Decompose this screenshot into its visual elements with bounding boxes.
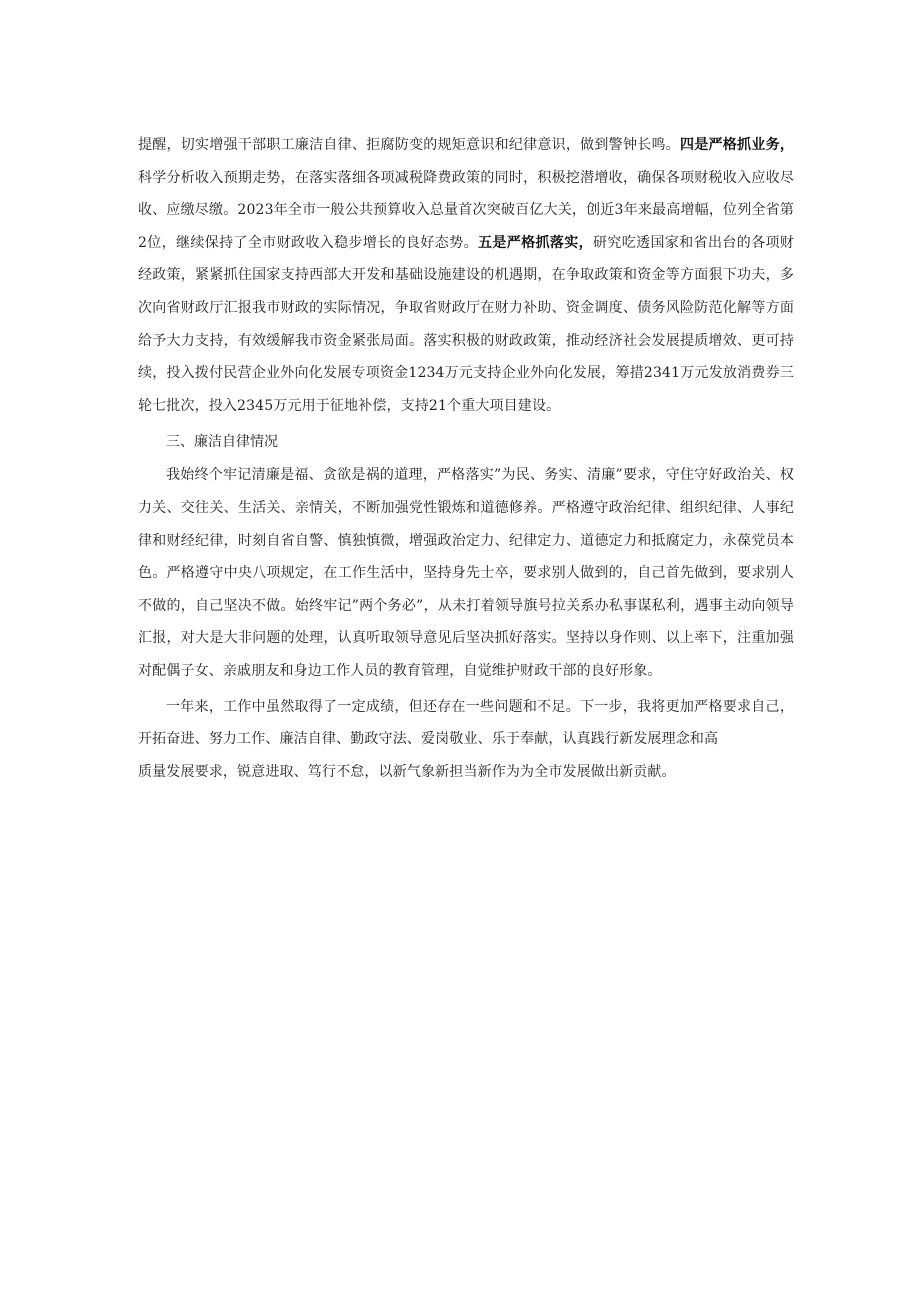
bold-lead-phrase: 五是严格抓落实， <box>477 234 593 251</box>
paragraph-text: 科学分析收入预期走势，在落实落细各项减税降费政策的同时，积极挖潜增收，确保各项财税收入应收尽收、应缴尽缴。2023年全市一般公共预算收入总量首次突破百亿大关，创近3年来最高增幅，位列全省第2位，继续保持了全市财政收入稳步增长的良好态势。 <box>138 169 794 251</box>
bold-lead-phrase: 四是严格抓业务， <box>680 137 794 153</box>
section-heading: 三、廉洁自律情况 <box>166 434 278 451</box>
section-3-paragraph: 我始终个牢记清廉是福、贪欲是祸的道理，严格落实”为民、务实、清廉”要求，守住守好政治关、权力关、交往关、生活关、亲情关，不断加强党性锻炼和道德修养。严格遵守政治纪律、组织纪律、人事纪律和财经纪律，时刻自省自警、慎独慎微，增强政治定力、纪律定力、道德定力和抵腐定力，永葆党员本色。严格遵守中央八项规定，在工作生活中，坚持身先士卒，要求别人做到的，自己首先做到，要求别人不做的，自己坚决不做。始终牢记”两个务必”，从未打着领导旗号拉关系办私事谋私利，遇事主动向领导汇报，对大是大非问题的处理，认真听取领导意见后坚决抓好落实。坚持以身作则、以上率下，注重加强对配偶子女、亲戚朋友和身边工作人员的教育管理，自觉维护财政干部的良好形象。 <box>138 467 794 679</box>
document-page <box>138 129 794 788</box>
paragraph-text: 提醒，切实增强干部职工廉洁自律、拒腐防变的规矩意识和纪律意识，做到警钟长鸣。 <box>138 137 680 153</box>
paragraph-text: 研究吃透国家和省出台的各项财经政策，紧紧抓住国家支持西部大开发和基础设施建设的机遇期，在争取政策和资金等方面狠下功夫，多次向省财政厅汇报我市财政的实际情况，争取省财政厅在财力补助、资金调度、债务风险防范化解等方面给予大力支持，有效缓解我市资金紧张局面。落实积极的财政政策，推动经济社会发展提质增效、更可持续，投入拨付民营企业外向化发展专项资金1234万元支持企业外向化发展，筹措2341万元发放消费券三轮七批次，投入2345万元用于征地补偿，支持21个重大项目建设。 <box>138 234 794 414</box>
closing-paragraph: 一年来，工作中虽然取得了一定成绩，但还存在一些问题和不足。下一步，我将更加严格要求自己，开拓奋进、努力工作、廉洁自律、勤政守法、爱岗敬业、乐于奉献，认真践行新发展理念和高 <box>138 698 794 748</box>
section-2-continued-paragraph <box>138 129 794 422</box>
spacer <box>138 422 794 425</box>
closing-paragraph-tail: 质量发展要求，锐意进取、笃行不怠，以新气象新担当新作为为全市发展做出新贡献。 <box>138 763 676 780</box>
